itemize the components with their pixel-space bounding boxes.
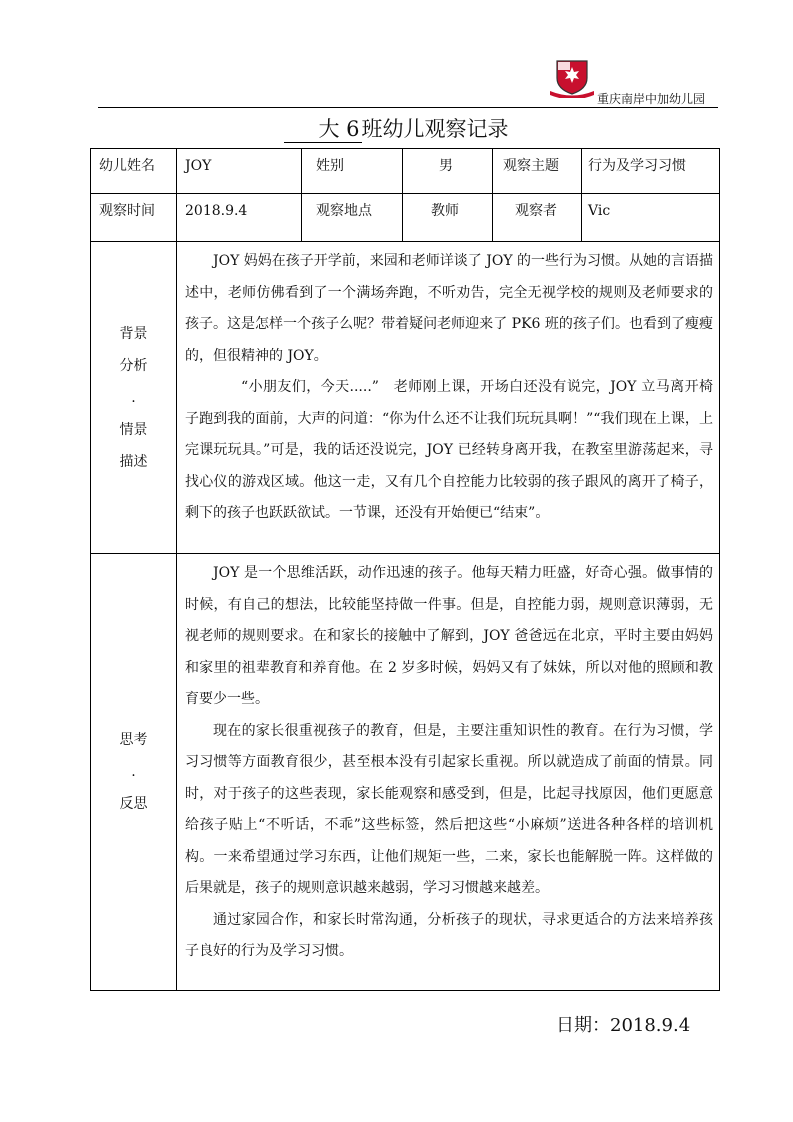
header-divider [98,107,718,108]
gender-label-cell: 姓别 [302,149,403,194]
class-name: 大 6 [284,116,361,143]
background-paragraph: JOY 妈妈在孩子开学前，来园和老师详谈了 JOY 的一些行为习惯。从她的言语描述中，老师仿佛看到了一个满场奔跑，不听劝告，完全无视学校的规则及老师要求的孩子。这是怎样一个孩子么呢？带着疑问老师迎来了 PK6 班的孩子们。也看到了瘦瘦的，但很精神的 JOY。 [185,253,714,364]
background-label-cell: 背景 分析 . 情景 描述 [91,242,177,554]
background-paragraph: “小朋友们，今天.....” 老师刚上课，开场白还没有说完，JOY 立马离开椅子跑到我的面前，大声的问道：“你为什么还不让我们玩玩具啊！”“我们现在上课，上完课玩玩具。”可是，我的话还没说完，JOY 已经转身离开我，在教室里游荡起来，寻找心仪的游戏区域。他这一走，又有几个自控能力比较弱的孩子跟风的离开了椅子，剩下的孩子也跃跃欲试。一节课，还没有开始便已“结束”。 [185,379,713,521]
observation-table [90,148,720,991]
time-cell: 2018.9.4 [177,194,302,242]
info-row-1 [91,149,720,194]
school-name: 重庆南岸中加幼儿园 [597,92,706,106]
background-row [91,242,720,554]
date-value: 2018.9.4 [610,1015,691,1036]
date-label: 日期： [556,1015,610,1036]
gender-cell: 男 [403,149,493,194]
reflection-paragraph: JOY 是一个思维活跃，动作迅速的孩子。他每天精力旺盛，好奇心强。做事情的时候，有自己的想法，比较能坚持做一件事。但是，自控能力弱，规则意识薄弱，无视老师的规则要求。在和家长的接触中了解到，JOY 爸爸远在北京，平时主要由妈妈和家里的祖辈教育和养育他。在 2 岁多时候，妈妈又有了妹妹，所以对他的照顾和教育要少一些。 [185,565,713,707]
time-label-cell: 观察时间 [91,194,177,242]
reflection-label-cell: 思考 . 反思 [91,554,177,991]
document-title [0,116,793,143]
reflection-paragraph: 现在的家长很重视孩子的教育，但是，主要注重知识性的教育。在行为习惯，学习习惯等方面教育很少，甚至根本没有引起家长重视。所以就造成了前面的情景。同时，对于孩子的这些表现，家长能观察和感受到，但是，比起寻找原因，他们更愿意给孩子贴上“不听话，不乖”这些标签，然后把这些“小麻烦”送进各种各样的培训机构。一来希望通过学习东西，让他们规矩一些，二来，家长也能解脱一阵。这样做的后果就是，孩子的规则意识越来越弱，学习习惯越来越差。 [185,722,713,896]
background-text-cell [177,242,720,554]
reflection-row [91,554,720,991]
footer-date [556,1011,690,1037]
title-suffix: 班幼儿观察记录 [361,117,509,141]
child-name-label-cell: 幼儿姓名 [91,149,177,194]
observer-cell: Vic [582,194,720,242]
observer-label-cell: 观察者 [493,194,582,242]
topic-cell: 行为及学习习惯 [582,149,720,194]
info-row-2 [91,194,720,242]
reflection-text-cell [177,554,720,991]
child-name-cell: JOY [177,149,302,194]
topic-label-cell: 观察主题 [493,149,582,194]
place-cell: 教师 [403,194,493,242]
reflection-paragraph: 通过家园合作，和家长时常沟通，分析孩子的现状，寻求更适合的方法来培养孩子良好的行为及学习习惯。 [185,911,713,959]
place-label-cell: 观察地点 [302,194,403,242]
school-crest-logo [548,58,596,98]
